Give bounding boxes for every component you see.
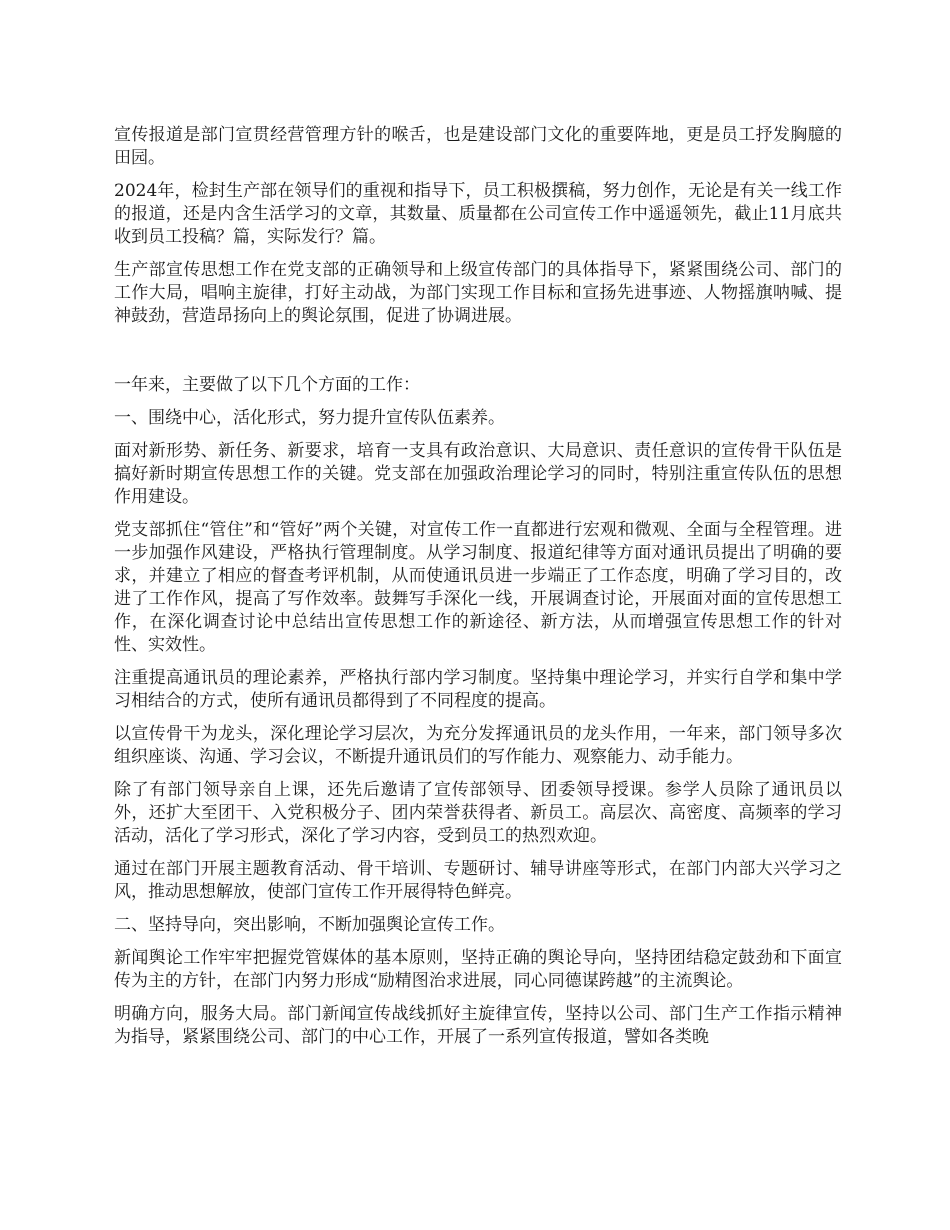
paragraph-intro-1: 宣传报道是部门宣贯经营管理方针的喉舌，也是建设部门文化的重要阵地，更是员工抒发胸臆的田园。 <box>114 125 842 168</box>
paragraph-body: 面对新形势、新任务、新要求，培育一支具有政治意识、大局意识、责任意识的宣传骨干队伍是搞好新时期宣传思想工作的关键。党支部在加强政治理论学习的同时，特别注重宣传队伍的思想作用建设。 <box>114 441 842 507</box>
paragraph-body: 新闻舆论工作牢牢把握党管媒体的基本原则，坚持正确的舆论导向，坚持团结稳定鼓劲和下面宣传为主的方针，在部门内努力形成“励精图治求进展，同心同德谋跨越”的主流舆论。 <box>114 948 842 991</box>
paragraph-body: 除了有部门领导亲自上课，还先后邀请了宣传部领导、团委领导授课。参学人员除了通讯员以外，还扩大至团干、入党积极分子、团内荣誉获得者、新员工。高层次、高密度、高频率的学习活动，活化了学习形式，深化了学习内容，受到员工的热烈欢迎。 <box>114 780 842 846</box>
paragraph-body: 通过在部门开展主题教育活动、骨干培训、专题研讨、辅导讲座等形式，在部门内部大兴学习之风，推动思想解放，使部门宣传工作开展得特色鲜亮。 <box>114 859 842 902</box>
section-heading-1: 一、围绕中心，活化形式，努力提升宣传队伍素养。 <box>114 408 505 428</box>
section-spacer <box>114 338 842 374</box>
paragraph-body: 党支部抓住“管住”和“管好”两个关键，对宣传工作一直都进行宏观和微观、全面与全程管理。进一步加强作风建设，严格执行管理制度。从学习制度、报道纪律等方面对通讯员提出了明确的要求，并建立了相应的督查考评机制，从而使通讯员进一步端正了工作态度，明确了学习目的，改进了工作作风，提高了写作效率。鼓舞写手深化一线，开展调查讨论，开展面对面的宣传思想工作，在深化调查讨论中总结出宣传思想工作的新途径、新方法，从而增强宣传思想工作的针对性、实效性。 <box>114 520 842 655</box>
paragraph-body: 注重提高通讯员的理论素养，严格执行部内学习制度。坚持集中理论学习，并实行自学和集中学习相结合的方式，使所有通讯员都得到了不同程度的提高。 <box>114 668 842 711</box>
paragraph-body: 明确方向，服务大局。部门新闻宣传战线抓好主旋律宣传，坚持以公司、部门生产工作指示精神为指导，紧紧围绕公司、部门的中心工作，开展了一系列宣传报道，譬如各类晚 <box>114 1004 842 1047</box>
paragraph-body: 以宣传骨干为龙头，深化理论学习层次，为充分发挥通讯员的龙头作用，一年来，部门领导多次组织座谈、沟通、学习会议，不断提升通讯员们的写作能力、观察能力、动手能力。 <box>114 724 842 767</box>
document-page <box>114 124 842 1059</box>
paragraph-intro-2: 2024年，检封生产部在领导们的重视和指导下，员工积极撰稿，努力创作，无论是有关一线工作的报道，还是内含生活学习的文章，其数量、质量都在公司宣传工作中遥遥领先，截止11月底共收到员工投稿？篇，实际发行？篇。 <box>114 181 842 247</box>
paragraph-intro-3: 生产部宣传思想工作在党支部的正确领导和上级宣传部门的具体指导下，紧紧围绕公司、部门的工作大局，唱响主旋律，打好主动战，为部门实现工作目标和宣扬先进事迹、人物摇旗呐喊、提神鼓劲，营造昂扬向上的舆论氛围，促进了协调进展。 <box>114 260 842 326</box>
section-heading-2: 二、坚持导向，突出影响，不断加强舆论宣传工作。 <box>114 915 505 935</box>
paragraph-overview: 一年来，主要做了以下几个方面的工作： <box>114 375 420 395</box>
